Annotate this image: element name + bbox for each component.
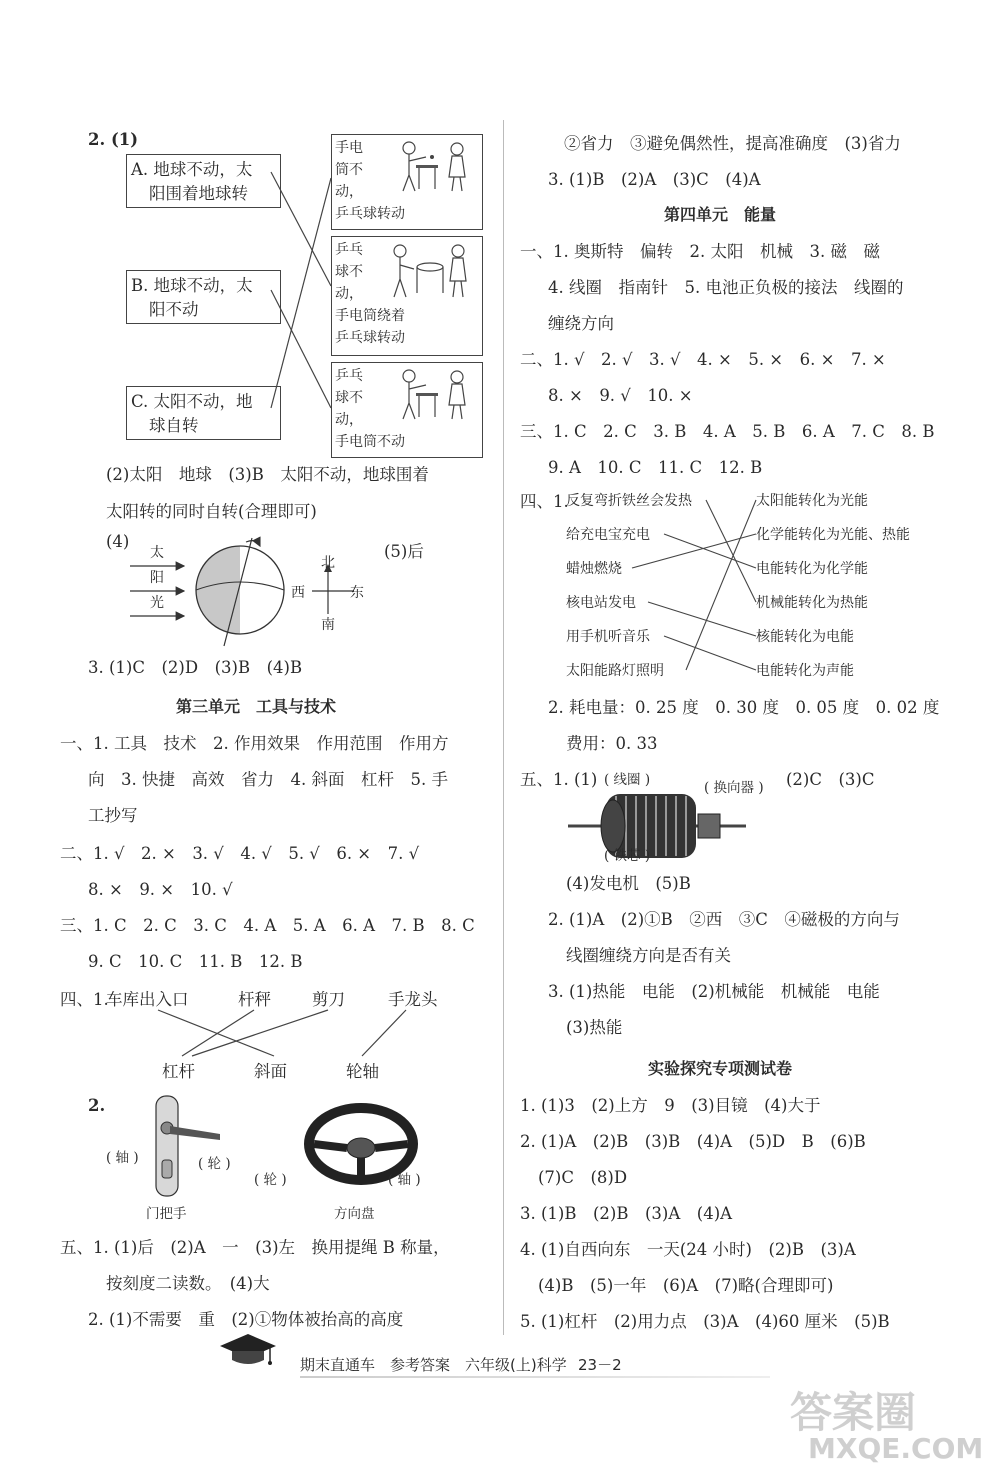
motor-coil-label: ( 线圈 ) bbox=[604, 772, 651, 788]
motor-commutator-label: ( 换向器 ) bbox=[704, 780, 764, 796]
answer-line: 2. (1)不需要 重 (2)①物体被抬高的高度 bbox=[88, 1310, 404, 1329]
energy-conversion: 核能转化为电能 bbox=[756, 629, 854, 645]
footer-rule bbox=[300, 1376, 770, 1378]
tool-item: 车库出入口 bbox=[106, 990, 189, 1009]
answer-line: ②省力 ③避免偶然性，提高准确度 (3)省力 bbox=[564, 134, 901, 153]
box-line: 动， bbox=[335, 184, 363, 200]
sun-label: 阳 bbox=[150, 570, 164, 586]
footer-page-number: 23－2 bbox=[578, 1356, 622, 1374]
answer-line: 向 3. 快捷 高效 省力 4. 斜面 杠杆 5. 手 bbox=[88, 770, 448, 789]
answer-line: 三、1. C 2. C 3. B 4. A 5. B 6. A 7. C 8. B bbox=[520, 422, 935, 441]
energy-event: 蜡烛燃烧 bbox=[566, 561, 622, 577]
answer-line: 4. (1)自西向东 一天(24 小时) (2)B (3)A bbox=[520, 1240, 856, 1259]
tool-category: 杠杆 bbox=[162, 1062, 195, 1081]
graduation-cap-icon bbox=[218, 1330, 278, 1370]
answer-line: 8. × 9. √ 10. × bbox=[548, 386, 693, 405]
energy-event: 太阳能路灯照明 bbox=[566, 663, 664, 679]
answer-line: (4)发电机 (5)B bbox=[566, 874, 691, 893]
compass-south: 南 bbox=[321, 617, 335, 633]
energy-event: 用手机听音乐 bbox=[566, 629, 650, 645]
answer-line: 3. (1)热能 电能 (2)机械能 机械能 电能 bbox=[548, 982, 880, 1001]
answer-line: 线圈缠绕方向是否有关 bbox=[566, 946, 731, 965]
answer-line: 8. × 9. × 10. √ bbox=[88, 880, 233, 899]
answer-line: 3. (1)B (2)B (3)A (4)A bbox=[520, 1204, 733, 1223]
box-line: 筒不 bbox=[335, 162, 363, 178]
answer-line: 1. (1)3 (2)上方 9 (3)目镜 (4)大于 bbox=[520, 1096, 821, 1115]
steering-axle-label: ( 轴 ) bbox=[388, 1172, 421, 1188]
u4-si-label: 四、1. bbox=[520, 492, 569, 511]
box-line: 阳围着地球转 bbox=[149, 184, 248, 203]
steering-wheel-label: ( 轮 ) bbox=[254, 1172, 287, 1188]
box-line: B. 地球不动，太 bbox=[131, 276, 253, 295]
box-line: 球不 bbox=[335, 390, 363, 406]
answer-line: 缠绕方向 bbox=[548, 314, 614, 333]
u3-si-label: 四、1. bbox=[60, 990, 109, 1009]
q2-answer-line: 太阳转的同时自转(合理即可) bbox=[106, 502, 317, 521]
answer-line: 费用：0. 33 bbox=[566, 734, 658, 753]
box-line: 乒乓球转动 bbox=[335, 206, 405, 222]
column-divider bbox=[503, 120, 504, 1335]
answer-line: (4)B (5)一年 (6)A (7)略(合理即可) bbox=[538, 1276, 834, 1295]
sun-label: 太 bbox=[150, 545, 164, 561]
tool-category: 轮轴 bbox=[346, 1062, 379, 1081]
answer-line: 5. (1)杠杆 (2)用力点 (3)A (4)60 厘米 (5)B bbox=[520, 1312, 890, 1331]
q5-label: (5)后 bbox=[384, 542, 424, 561]
box-line: 手电 bbox=[335, 140, 363, 156]
answer-line: 9. A 10. C 11. C 12. B bbox=[548, 458, 763, 477]
box-line: 乒乓球转动 bbox=[335, 330, 405, 346]
box-line: C. 太阳不动，地 bbox=[131, 392, 253, 411]
motor-core-label: ( 铁芯 ) bbox=[604, 848, 651, 864]
answer-line: (3)热能 bbox=[566, 1018, 623, 1037]
watermark: 答案圈 bbox=[790, 1388, 917, 1437]
energy-conversion: 电能转化为化学能 bbox=[756, 561, 868, 577]
energy-conversion: 电能转化为声能 bbox=[756, 663, 854, 679]
compass-north: 北 bbox=[321, 555, 335, 571]
answer-line: 一、1. 奥斯特 偏转 2. 太阳 机械 3. 磁 磁 bbox=[520, 242, 880, 261]
box-line: 手电筒绕着 bbox=[335, 308, 405, 324]
q3-answer: 3. (1)C (2)D (3)B (4)B bbox=[88, 658, 303, 677]
matching-lines bbox=[88, 118, 488, 458]
handle-axle-label: ( 轴 ) bbox=[106, 1150, 139, 1166]
q4-label: (4) bbox=[106, 532, 130, 551]
answer-line: 9. C 10. C 11. B 12. B bbox=[88, 952, 303, 971]
door-handle-illustration bbox=[128, 1090, 218, 1200]
handle-wheel-label: ( 轮 ) bbox=[198, 1156, 231, 1172]
handle-caption: 门把手 bbox=[146, 1206, 187, 1222]
q2-answer-line: (2)太阳 地球 (3)B 太阳不动，地球围着 bbox=[106, 465, 429, 484]
footer-text: 期末直通车 参考答案 六年级(上)科学 bbox=[300, 1356, 567, 1374]
answer-line: 二、1. √ 2. × 3. √ 4. √ 5. √ 6. × 7. √ bbox=[60, 844, 420, 863]
answer-line: 三、1. C 2. C 3. C 4. A 5. A 6. A 7. B 8. C bbox=[60, 916, 475, 935]
unit4-title: 第四单元 能量 bbox=[664, 205, 777, 224]
unit3-title: 第三单元 工具与技术 bbox=[176, 697, 337, 716]
compass-east: 东 bbox=[350, 585, 364, 601]
energy-conversion: 机械能转化为热能 bbox=[756, 595, 868, 611]
energy-event: 核电站发电 bbox=[566, 595, 636, 611]
energy-event: 给充电宝充电 bbox=[566, 527, 650, 543]
u4-wu-label: 五、1. (1) bbox=[520, 770, 598, 789]
box-line: A. 地球不动，太 bbox=[131, 160, 253, 179]
answer-line: (7)C (8)D bbox=[538, 1168, 628, 1187]
compass-west: 西 bbox=[291, 585, 305, 601]
box-line: 球自转 bbox=[149, 416, 199, 435]
tool-item: 剪刀 bbox=[312, 990, 345, 1009]
answer-line: 工抄写 bbox=[88, 806, 138, 825]
watermark-url: MXQE.COM bbox=[808, 1432, 984, 1465]
answer-line: 按刻度二读数。 (4)大 bbox=[106, 1274, 270, 1293]
tool-matching-lines bbox=[88, 1006, 488, 1076]
energy-conversion: 太阳能转化为光能 bbox=[756, 493, 868, 509]
q2-label: 2. (1) bbox=[88, 130, 139, 149]
energy-matching-lines bbox=[518, 488, 948, 688]
box-line: 乒乓 bbox=[335, 368, 363, 384]
answer-line: 2. (1)A (2)B (3)B (4)A (5)D B (6)B bbox=[520, 1132, 866, 1151]
box-line: 乒乓 bbox=[335, 242, 363, 258]
answer-line: 3. (1)B (2)A (3)C (4)A bbox=[548, 170, 761, 189]
u3-si2-label: 2. bbox=[88, 1096, 106, 1115]
answer-line: (2)C (3)C bbox=[786, 770, 875, 789]
steering-caption: 方向盘 bbox=[334, 1206, 375, 1222]
box-line: 动， bbox=[335, 412, 363, 428]
motor-rotor-illustration bbox=[568, 786, 748, 866]
tool-item: 杆秤 bbox=[238, 990, 271, 1009]
answer-line: 2. 耗电量：0. 25 度 0. 30 度 0. 05 度 0. 02 度 bbox=[548, 698, 940, 717]
box-line: 动， bbox=[335, 286, 363, 302]
sun-label: 光 bbox=[150, 595, 164, 611]
tool-category: 斜面 bbox=[254, 1062, 287, 1081]
answer-line: 2. (1)A (2)①B ②西 ③C ④磁极的方向与 bbox=[548, 910, 900, 929]
tool-item: 手龙头 bbox=[388, 990, 438, 1009]
answer-line: 五、1. (1)后 (2)A 一 (3)左 换用提绳 B 称量， bbox=[60, 1238, 450, 1257]
energy-event: 反复弯折铁丝会发热 bbox=[566, 493, 692, 509]
box-line: 球不 bbox=[335, 264, 363, 280]
experiment-section-title: 实验探究专项测试卷 bbox=[648, 1059, 793, 1078]
answer-line: 二、1. √ 2. √ 3. √ 4. × 5. × 6. × 7. × bbox=[520, 350, 886, 369]
answer-line: 4. 线圈 指南针 5. 电池正负极的接法 线圈的 bbox=[548, 278, 904, 297]
energy-conversion: 化学能转化为光能、热能 bbox=[756, 527, 910, 543]
answer-line: 一、1. 工具 技术 2. 作用效果 作用范围 作用方 bbox=[60, 734, 449, 753]
box-line: 阳不动 bbox=[149, 300, 199, 319]
box-line: 手电筒不动 bbox=[335, 434, 405, 450]
